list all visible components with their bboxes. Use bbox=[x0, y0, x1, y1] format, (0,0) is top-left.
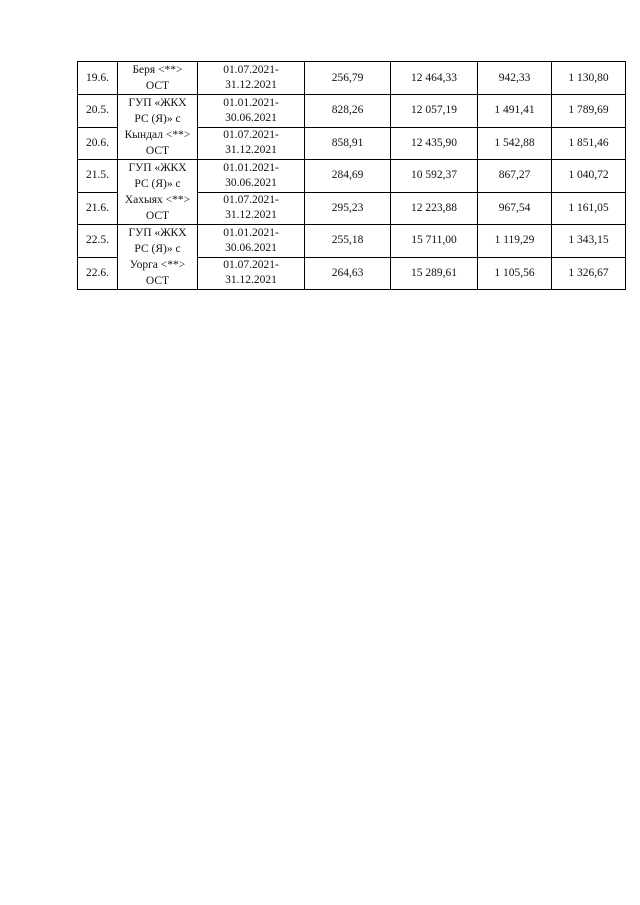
period-end: 30.06.2021 bbox=[225, 111, 277, 124]
value-cell: 1 851,46 bbox=[552, 127, 626, 160]
value-cell: 295,23 bbox=[305, 192, 391, 225]
period-end: 30.06.2021 bbox=[225, 176, 277, 189]
row-number: 21.5. bbox=[78, 160, 118, 193]
value-cell: 12 223,88 bbox=[391, 192, 478, 225]
value-cell: 264,63 bbox=[305, 257, 391, 290]
organization-name: ГУП «ЖКХ РС (Я)» с Хахыях <**> ОСТ bbox=[118, 160, 198, 225]
value-cell: 1 130,80 bbox=[552, 62, 626, 95]
value-cell: 1 491,41 bbox=[478, 95, 552, 128]
value-cell: 255,18 bbox=[305, 225, 391, 258]
value-cell: 284,69 bbox=[305, 160, 391, 193]
value-cell: 10 592,37 bbox=[391, 160, 478, 193]
row-number: 22.5. bbox=[78, 225, 118, 258]
value-cell: 942,33 bbox=[478, 62, 552, 95]
value-cell: 256,79 bbox=[305, 62, 391, 95]
value-cell: 858,91 bbox=[305, 127, 391, 160]
period-start: 01.01.2021- bbox=[223, 226, 279, 239]
row-number: 20.5. bbox=[78, 95, 118, 128]
value-cell: 1 343,15 bbox=[552, 225, 626, 258]
row-number: 20.6. bbox=[78, 127, 118, 160]
period-end: 31.12.2021 bbox=[225, 274, 277, 287]
period-start: 01.07.2021- bbox=[223, 259, 279, 272]
period-end: 31.12.2021 bbox=[225, 144, 277, 157]
period-cell bbox=[198, 225, 305, 258]
value-cell: 828,26 bbox=[305, 95, 391, 128]
period-cell bbox=[198, 95, 305, 128]
value-cell: 12 435,90 bbox=[391, 127, 478, 160]
value-cell: 12 464,33 bbox=[391, 62, 478, 95]
value-cell: 1 161,05 bbox=[552, 192, 626, 225]
row-number: 19.6. bbox=[78, 62, 118, 95]
period-start: 01.07.2021- bbox=[223, 194, 279, 207]
period-cell bbox=[198, 127, 305, 160]
organization-name: ГУП «ЖКХ РС (Я)» с Кындал <**> ОСТ bbox=[118, 95, 198, 160]
period-end: 30.06.2021 bbox=[225, 241, 277, 254]
organization-name: ГУП «ЖКХ РС (Я)» с Уорга <**> ОСТ bbox=[118, 225, 198, 290]
table-row bbox=[78, 95, 626, 128]
period-end: 31.12.2021 bbox=[225, 79, 277, 91]
value-cell: 1 326,67 bbox=[552, 257, 626, 290]
period-end: 31.12.2021 bbox=[225, 209, 277, 222]
value-cell: 12 057,19 bbox=[391, 95, 478, 128]
organization-name: Беря <**> ОСТ bbox=[118, 62, 198, 95]
value-cell: 967,54 bbox=[478, 192, 552, 225]
period-start: 01.01.2021- bbox=[223, 161, 279, 174]
period-cell bbox=[198, 257, 305, 290]
period-start: 01.07.2021- bbox=[223, 64, 279, 76]
row-number: 22.6. bbox=[78, 257, 118, 290]
value-cell: 1 119,29 bbox=[478, 225, 552, 258]
row-number: 21.6. bbox=[78, 192, 118, 225]
period-cell bbox=[198, 62, 305, 95]
value-cell: 1 789,69 bbox=[552, 95, 626, 128]
period-cell bbox=[198, 160, 305, 193]
value-cell: 1 040,72 bbox=[552, 160, 626, 193]
period-cell bbox=[198, 192, 305, 225]
value-cell: 15 711,00 bbox=[391, 225, 478, 258]
value-cell: 867,27 bbox=[478, 160, 552, 193]
period-start: 01.01.2021- bbox=[223, 96, 279, 109]
table-row bbox=[78, 225, 626, 258]
value-cell: 1 542,88 bbox=[478, 127, 552, 160]
tariff-table bbox=[77, 61, 626, 290]
value-cell: 1 105,56 bbox=[478, 257, 552, 290]
period-start: 01.07.2021- bbox=[223, 129, 279, 142]
table-row bbox=[78, 160, 626, 193]
table-row bbox=[78, 62, 626, 95]
value-cell: 15 289,61 bbox=[391, 257, 478, 290]
